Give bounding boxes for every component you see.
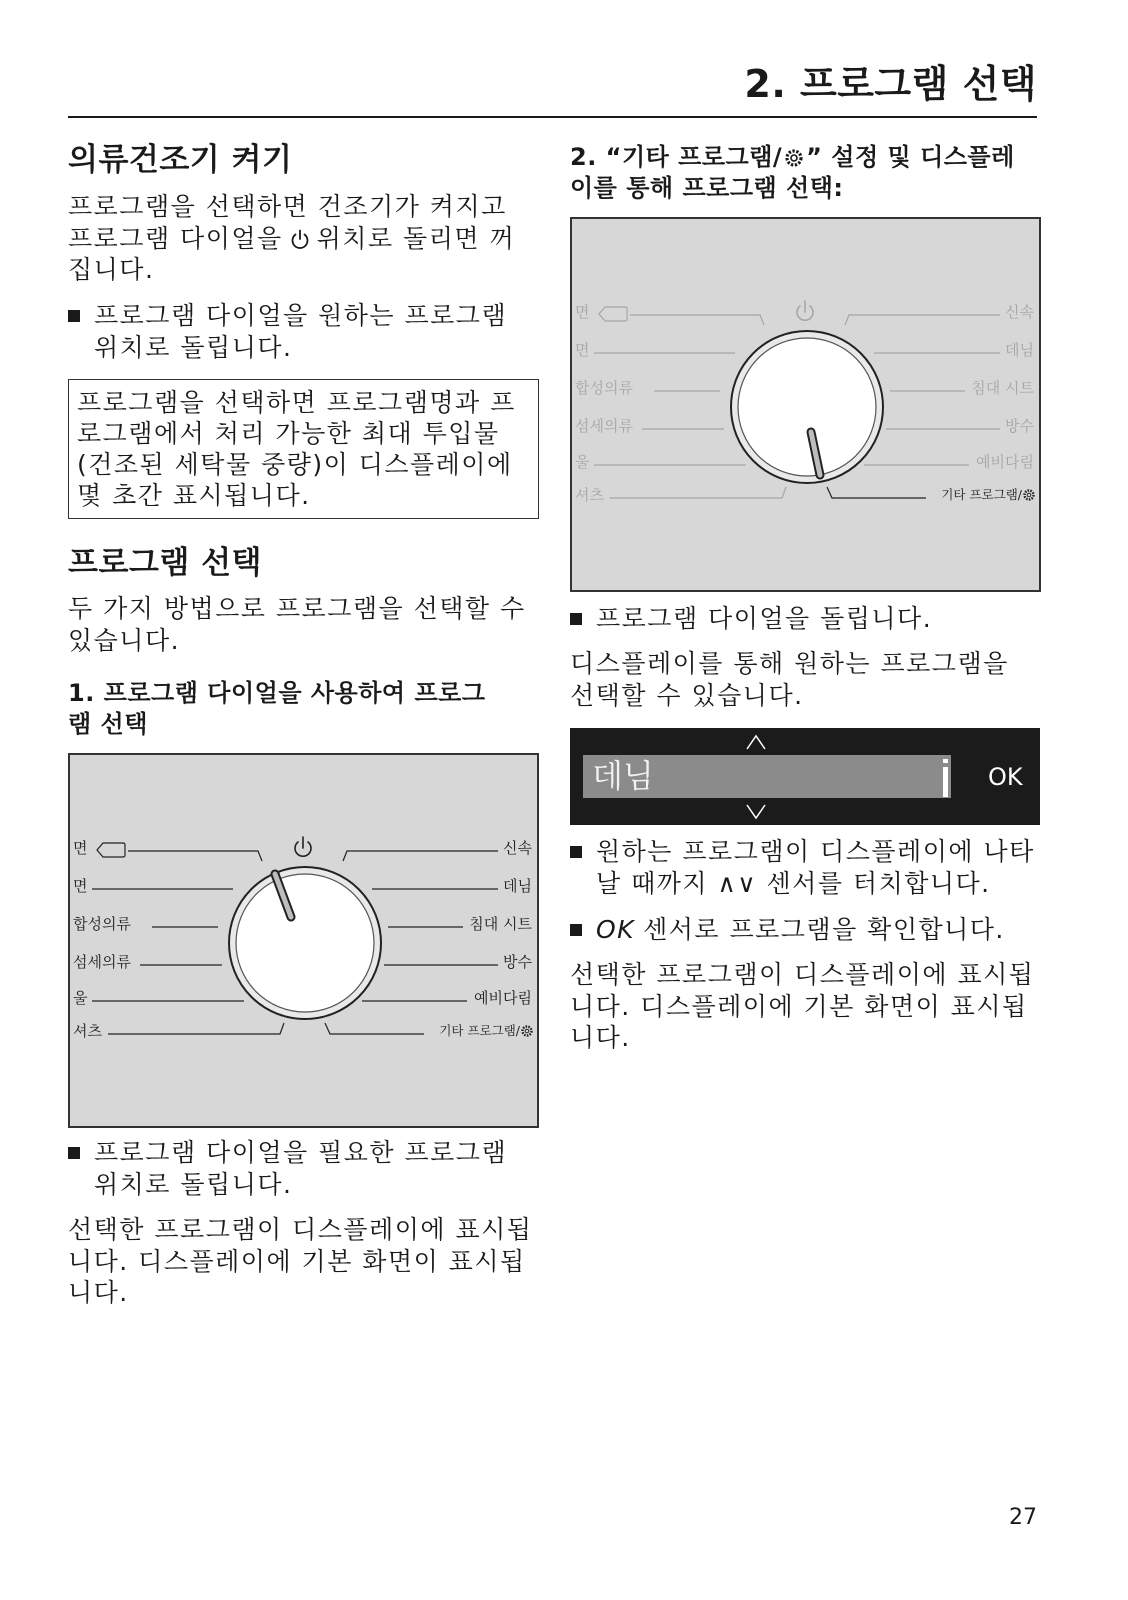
text-line: 집니다. [68,255,155,284]
text-line: 1. 프로그램 다이얼을 사용하여 프로그 [68,679,486,707]
dial-label-bed-linen: 침대 시트 [971,379,1034,397]
display-intro [570,648,1009,711]
text-line: 니다. 디스플레이에 기본 화면이 표시됩 [68,1246,526,1276]
page-number: 27 [1009,1505,1037,1530]
text-line [570,142,1015,173]
bullet-marker [570,924,582,936]
text-fragment: ” 설정 및 디스플레 [806,143,1015,171]
bullet-confirm-ok [570,914,1005,946]
dial-face [738,338,876,476]
scroll-indicator [943,767,948,797]
text-line: 디스플레이를 통해 원하는 프로그램을 [570,649,1009,678]
text-line [68,223,515,255]
ok-sensor-label: OK [988,763,1023,791]
bullet-marker [68,1147,80,1159]
text-line: 선택한 프로그램이 디스플레이에 표시됩 [570,960,1035,989]
bullet-touch-sensors [570,836,1035,899]
select-program-intro [68,593,526,656]
text-line: 두 가지 방법으로 프로그램을 선택할 수 [68,594,526,623]
text-line: 프로그램 다이얼을 원하는 프로그램 [94,301,508,330]
bullet-marker [570,846,582,858]
info-note-box [68,379,539,519]
scroll-indicator-dot [943,759,948,763]
gear-icon [783,147,805,169]
text-fragment: 2. “기타 프로그램/ [570,143,783,171]
program-dial [229,867,381,1019]
bullet-turn-dial [68,300,507,363]
text-line: 프로그램을 선택하면 건조기가 켜지고 [68,192,507,221]
text-fragment: 프로그램 다이얼을 [68,223,283,253]
down-arrow-sensor-icon [746,804,766,820]
text-line: 위치로 돌립니다. [94,1169,293,1199]
text-line: 있습니다. [68,625,181,655]
text-line: 원하는 프로그램이 디스플레이에 나타 [596,837,1035,866]
text-line: 프로그램 다이얼을 돌립니다. [596,604,933,633]
dial-illustration [570,217,1041,592]
text-fragment: 센서로 프로그램을 확인합니다. [643,915,1005,944]
dial-label-synthetics: 합성의류 [575,379,633,397]
dial-label-wool: 울 [575,453,590,471]
text-line: 램 선택 [68,710,148,738]
method1-heading [68,678,486,740]
dial-label-smoothing: 예비다림 [474,989,532,1007]
dial-label-cotton-1: 면 [575,303,590,321]
dial-illustration [68,753,539,1128]
text-line: 선택할 수 있습니다. [570,680,804,710]
dial-label-more-programmes: 기타 프로그램/ [941,487,1022,502]
section-heading-turn-on: 의류건조기 켜기 [68,142,293,178]
text-line: 니다. [68,1278,129,1307]
program-display-bar [583,755,951,798]
section-heading-select-program: 프로그램 선택 [68,545,262,581]
dial-face [236,874,374,1012]
text-fragment: 위치로 돌리면 꺼 [316,223,516,253]
dial-label-cotton-2: 면 [575,341,590,359]
dial-label-proofing: 방수 [1005,417,1034,435]
dial-label-express: 신속 [1005,303,1034,321]
text-line: 프로그램 다이얼을 필요한 프로그램 [94,1138,508,1167]
dial-label-shirts: 셔츠 [575,486,604,504]
dial-label-smoothing: 예비다림 [976,453,1034,471]
text-line: 이를 통해 프로그램 선택: [570,174,844,202]
text-line: 위치로 돌립니다. [94,332,293,362]
text-line: 몇 초간 표시됩니다. [77,481,311,510]
dial-label-synthetics: 합성의류 [73,915,131,933]
dial-label-cotton-1: 면 [73,839,88,857]
page-header-title: 2. 프로그램 선택 [744,62,1037,106]
up-arrow-sensor-icon [746,734,766,750]
dial-label-express: 신속 [503,839,532,857]
dial-label-delicates: 섬세의류 [73,953,131,971]
bullet-marker [570,613,582,625]
dial-label-shirts: 셔츠 [73,1022,102,1040]
bullet-turn-dial-needed [68,1137,507,1200]
text-line: 니다. 디스플레이에 기본 화면이 표시됩 [570,991,1028,1021]
header-divider [68,116,1037,118]
bullet-marker [68,310,80,322]
dial-label-delicates: 섬세의류 [575,417,633,435]
result-paragraph-right [570,959,1034,1054]
bullet-turn-dial-short [570,603,932,635]
text-line: 프로그램을 선택하면 프로그램명과 프 [77,388,516,417]
power-icon [290,228,310,250]
dial-label-more-programmes: 기타 프로그램/ [439,1023,520,1038]
dial-label-bed-linen: 침대 시트 [469,915,532,933]
text-line: 니다. [570,1023,631,1052]
dial-figure-2 [570,217,1041,592]
method2-heading [570,142,1015,204]
text-line: 선택한 프로그램이 디스플레이에 표시됩 [68,1215,533,1244]
control-display [570,728,1040,825]
text-line [596,914,1005,946]
program-dial [731,331,883,483]
ok-sensor-name: OK [596,915,636,944]
text-line: 로그램에서 처리 가능한 최대 투입물 [77,419,500,448]
turn-on-intro [68,191,515,286]
dial-label-denim: 데님 [1005,341,1034,359]
result-paragraph-left [68,1214,532,1309]
text-line: (건조된 세탁물 중량)이 디스플레이에 [77,450,513,479]
dial-figure-1 [68,753,539,1128]
dial-label-proofing: 방수 [503,953,532,971]
text-line: 날 때까지 ∧∨ 센서를 터치합니다. [596,868,991,898]
dial-label-wool: 울 [73,989,88,1007]
dial-label-denim: 데님 [503,877,532,895]
dial-label-cotton-2: 면 [73,877,88,895]
selected-program-text: 데님 [592,757,654,795]
